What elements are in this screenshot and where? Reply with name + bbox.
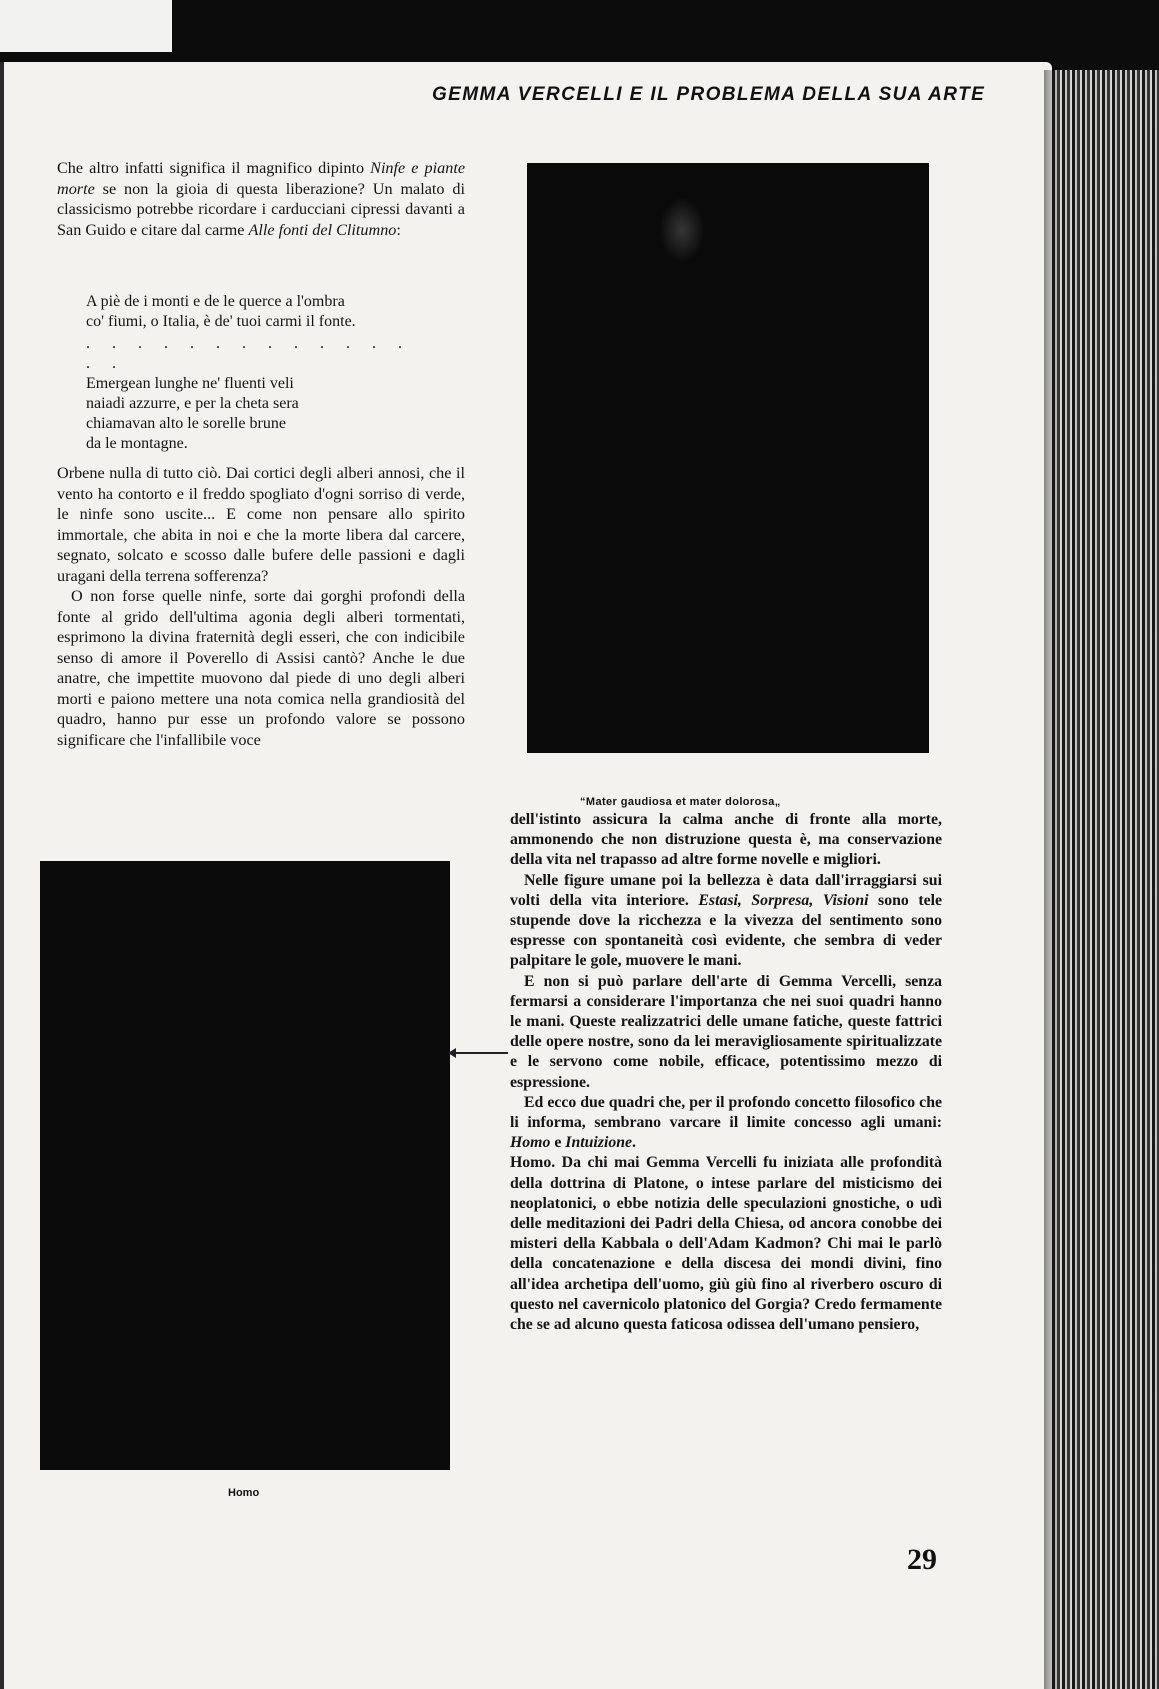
poem-line: da le montagne. (86, 435, 188, 452)
page-stack-edge (1052, 70, 1159, 1689)
painting-highlight (659, 197, 705, 263)
running-header: GEMMA VERCELLI E IL PROBLEMA DELLA SUA ARTE (432, 84, 986, 105)
figure-caption-top: “Mater gaudiosa et mater dolorosa„ (580, 796, 781, 808)
poem-ellipsis: . . . . . . . . . . . . . . . (86, 335, 411, 372)
scan-corner-margin (0, 0, 172, 52)
conjunction: e (550, 1134, 566, 1152)
right-paragraph-2-text: Nelle figure umane poi la bellezza è data dall'irraggiarsi sui volti della vita interiore. (510, 871, 942, 909)
poem-line: chiamavan alto le sorelle brune (86, 415, 286, 432)
poem-line: Emergean lunghe ne' fluenti veli (86, 375, 294, 392)
right-paragraph-3: E non si può parlare dell'arte di Gemma Vercelli, senza fermarsi a considerare l'importanza che nei suoi quadri hanno le mani. Queste realizzatrici delle umane fatiche, queste fattrici delle opere nostre, sono da lei meravigliosamente spiritualizzate e le servono come nobile, efficace, potentissimo mezzo di espressione. (510, 972, 942, 1091)
poem-line: naiadi azzurre, e per la cheta sera (86, 395, 299, 412)
left-column-intro (57, 158, 465, 240)
intro-text-3: : (396, 220, 401, 239)
intro-text-1: Che altro infatti significa il magnifico dipinto (57, 159, 371, 177)
left-paragraph-2: O non forse quelle ninfe, sorte dai gorghi profondi della fonte al grido dell'ultima agonia degli alberi tormentati, esprimono la divina fraternità degli esseri, che con indicibile senso di amore il Poverello di Assisi cantò? Anche le due anatre, che impettite muovono dal piede di uno degli alberi morti e paiono mettere una nota comica nella grandiosità del quadro, hanno pur esse un profondo valore se possono significare che l'infallibile voce (57, 587, 465, 749)
painting-homo (40, 861, 450, 1470)
page-left-edge (0, 62, 4, 1689)
right-paragraph-2 (510, 871, 942, 972)
left-column-body (57, 463, 465, 750)
painting-mater-gaudiosa (527, 163, 929, 753)
page-number: 29 (907, 1543, 937, 1576)
artwork-titles-estasi: Estasi, Sorpresa, Visioni (698, 891, 869, 909)
pointer-arrow-icon (452, 1052, 508, 1054)
right-paragraph-4-text: Ed ecco due quadri che, per il profondo concetto filosofico che li informa, sembrano varcare il limite concesso agli umani: (510, 1093, 942, 1132)
right-paragraph-4 (510, 1093, 942, 1154)
period: . (632, 1134, 636, 1152)
poem-line: co' fiumi, o Italia, è de' tuoi carmi il fonte. (86, 313, 356, 330)
right-column-body (510, 810, 942, 1335)
intro-text-2: se non la gioia di questa liberazione? Un malato di classicismo potrebbe ricordare i carducciani cipressi davanti a San Guido e citare dal carme (57, 179, 465, 239)
poem-quotation (86, 292, 416, 454)
intro-paragraph (57, 158, 465, 240)
artwork-title-intuizione: Intuizione (565, 1134, 633, 1152)
right-paragraph-5: Homo. Da chi mai Gemma Vercelli fu iniziata alle profondità della dottrina di Platone, o intese parlare del misticismo dei neoplatonici, o ebbe notizia delle speculazioni gnostiche, o udì delle meditazioni dei Padri della Chiesa, od ancora conobbe dei misteri della Kabbala o dell'Adam Kadmon? Chi mai le parlò della concatenazione e della discesa dei mondi divini, fino all'idea archetipa dell'uomo, giù giù fino al riverbero oscuro di questo nel cavernicolo platonico del Gorgia? Credo fermamente che se ad alcuno questa faticosa odissea dell'umano pensiero, (510, 1154, 942, 1334)
right-paragraph-1: dell'istinto assicura la calma anche di fronte alla morte, ammonendo che non distruzione questa è, ma conservazione della vita nel trapasso ad altre forme novelle e migliori. (510, 811, 942, 869)
poem-title-clitumno: Alle fonti del Clitumno (248, 220, 397, 239)
artwork-title-homo: Homo (510, 1134, 551, 1152)
artwork-title-ninfe: Ninfe e piante morte (57, 159, 465, 198)
figure-caption-bottom: Homo (228, 1487, 260, 1499)
poem-line: A piè de i monti e de le querce a l'ombra (86, 293, 345, 310)
right-paragraph-2-text-end: sono tele stupende dove la ricchezza e la vivezza del sentimento sono espresse con spontaneità così evidente, che sembra di veder palpitare le gole, muovere le mani. (510, 891, 942, 970)
left-paragraph-1: Orbene nulla di tutto ciò. Dai cortici degli alberi annosi, che il vento ha contorto e il freddo spogliato d'ogni sorriso di verde, le ninfe sono uscite... E come non pensare allo spirito immortale, che abita in noi e che la morte libera dal carcere, segnato, solcato e scosso dalle bufere delle passioni e dagli uragani della terrena sofferenza? (57, 464, 465, 585)
